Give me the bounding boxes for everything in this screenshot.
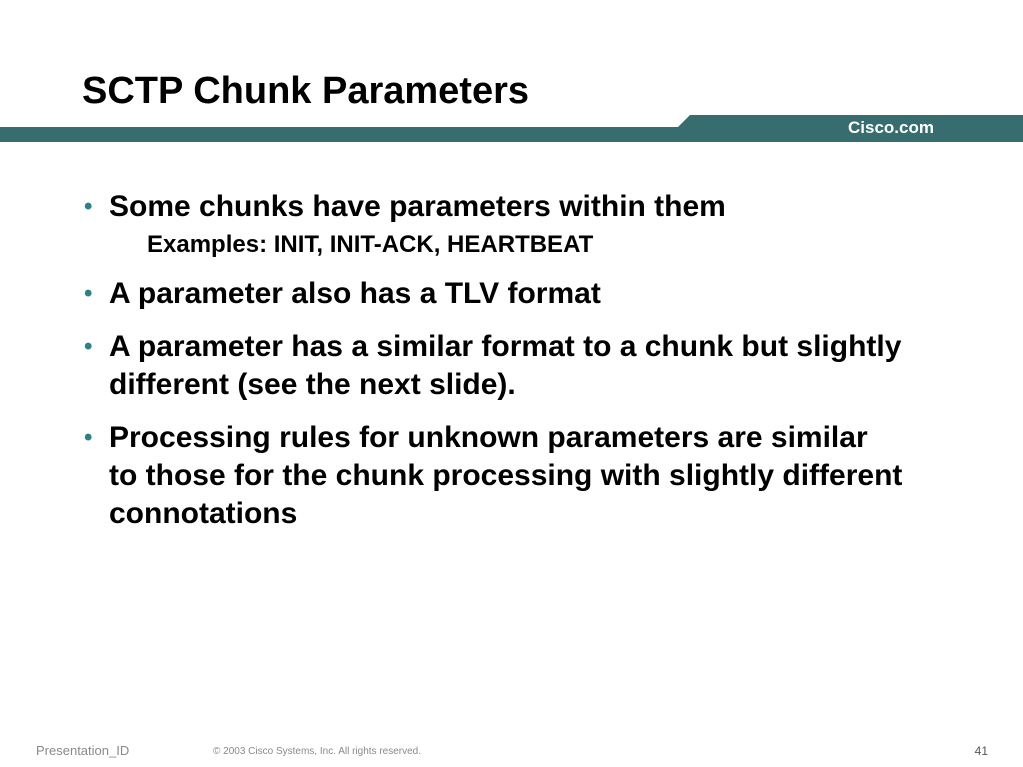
sub-bullet-text: Examples: INIT, INIT-ACK, HEARTBEAT <box>147 231 594 258</box>
bullet-text: A parameter has a similar format to a chunk but slightly different (see the next slide). <box>109 330 902 401</box>
bullet-marker: • <box>84 280 93 307</box>
presentation-id: Presentation_ID <box>36 743 130 758</box>
bullet-text: Some chunks have parameters within them <box>109 190 726 223</box>
bullet-marker: • <box>84 333 93 360</box>
bullet-marker: • <box>84 193 93 220</box>
copyright-notice: © 2003 Cisco Systems, Inc. All rights reserved. <box>213 746 422 757</box>
bullet-list <box>84 188 904 533</box>
bullet-item <box>84 419 904 533</box>
bullet-item <box>84 275 904 313</box>
brand-logo-text: Cisco.com <box>848 118 934 137</box>
bullet-item <box>84 188 904 226</box>
bullet-text: Processing rules for unknown parameters are similar to those for the chunk processing with slightly different connotations <box>109 421 903 530</box>
slide-title: SCTP Chunk Parameters <box>82 70 530 112</box>
bullet-text: A parameter also has a TLV format <box>109 277 601 310</box>
bullet-item <box>84 328 904 404</box>
page-number: 41 <box>974 744 988 758</box>
bullet-marker: • <box>84 424 93 451</box>
